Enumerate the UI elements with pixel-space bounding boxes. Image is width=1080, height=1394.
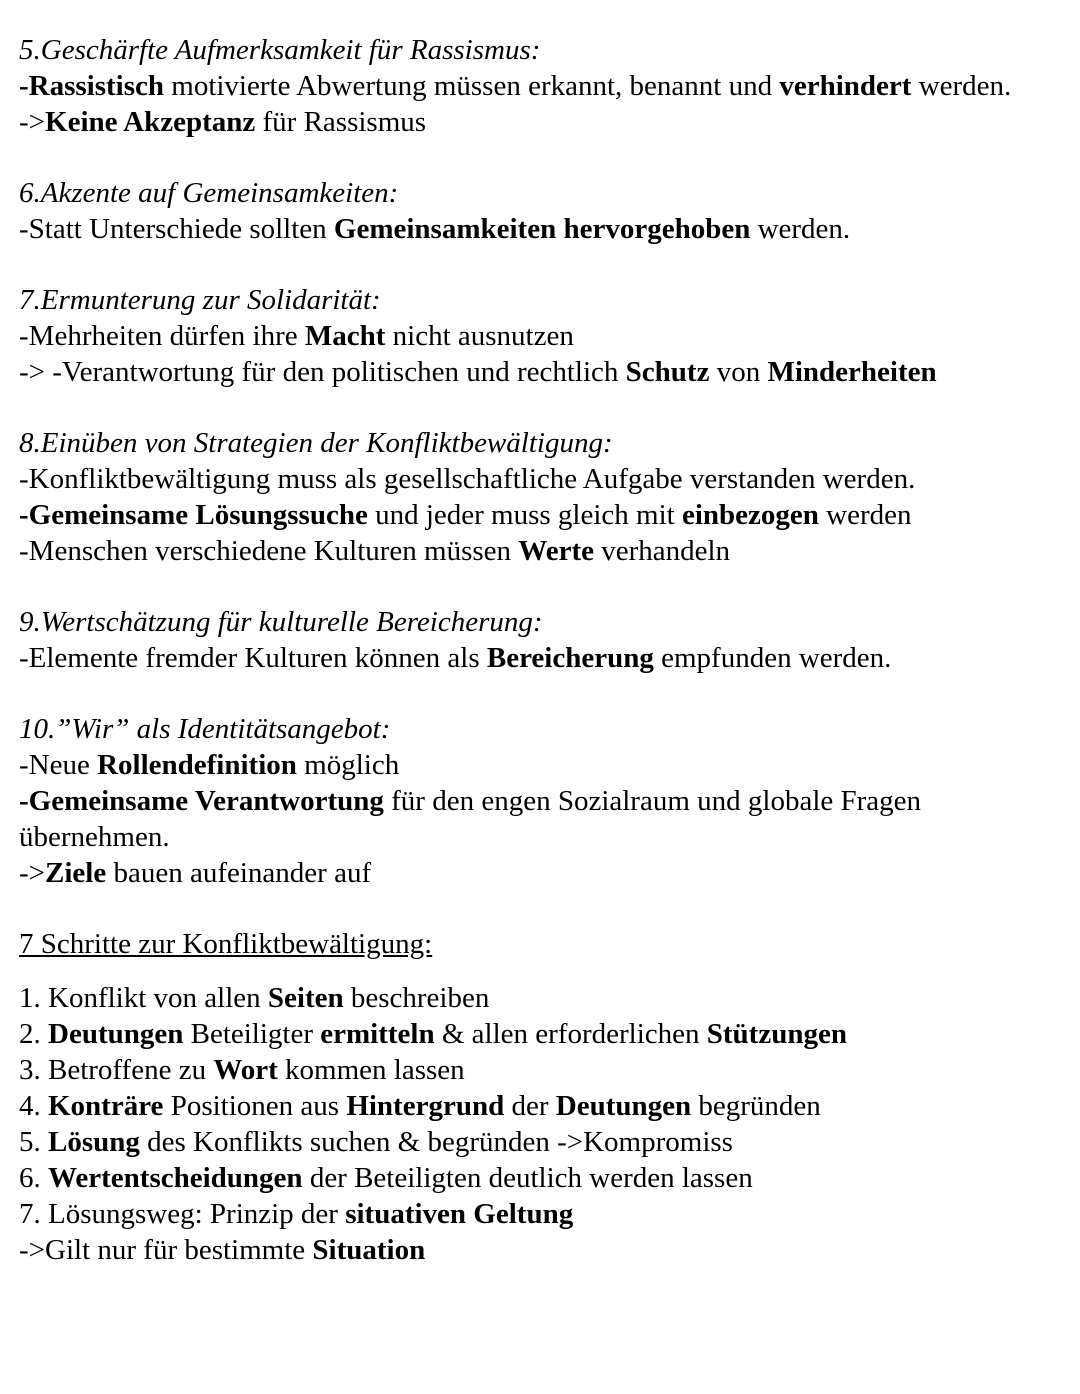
text-run: -> xyxy=(19,857,46,889)
section-9 xyxy=(19,604,1064,676)
bold-term: verhindert xyxy=(779,70,912,102)
text-run: 1. Konflikt von allen xyxy=(19,982,268,1014)
step-item xyxy=(19,1196,1064,1232)
text-run: 5. xyxy=(19,1126,48,1158)
step-item xyxy=(19,1088,1064,1124)
text-run: -> xyxy=(19,106,46,138)
bold-term: Konträre xyxy=(48,1090,164,1122)
bold-term: ermitteln xyxy=(320,1018,435,1050)
bold-term: Gemeinsamkeiten hervorgehoben xyxy=(333,213,751,245)
section-heading: 5.Geschärfte Aufmerksamkeit für Rassismus: xyxy=(19,34,541,66)
bold-term: -Rassistisch xyxy=(19,70,165,102)
text-run: bauen aufeinander auf xyxy=(106,857,372,889)
steps-section xyxy=(19,926,1064,1268)
text-run: für den engen Sozialraum und globale Fragen übernehmen. xyxy=(19,785,922,853)
text-run: beschreiben xyxy=(343,982,490,1014)
text-run: & allen erforderlichen xyxy=(434,1018,707,1050)
step-item xyxy=(19,1124,1064,1160)
steps-heading: 7 Schritte zur Konfliktbewältigung: xyxy=(19,928,433,960)
section-7 xyxy=(19,282,1064,390)
text-line xyxy=(19,68,1064,104)
text-line xyxy=(19,211,1064,247)
bold-term: Wort xyxy=(213,1054,278,1086)
text-run: der Beteiligten deutlich werden lassen xyxy=(302,1162,753,1194)
section-heading: 8.Einüben von Strategien der Konfliktbewältigung: xyxy=(19,427,613,459)
bold-term: situativen Geltung xyxy=(345,1198,574,1230)
text-run: von xyxy=(709,356,768,388)
text-line xyxy=(19,497,1064,533)
text-line xyxy=(19,747,1064,783)
text-run: ->Gilt nur für bestimmte xyxy=(19,1234,313,1266)
section-heading: 7.Ermunterung zur Solidarität: xyxy=(19,284,381,316)
text-run: verhandeln xyxy=(593,535,731,567)
text-run: des Konflikts suchen & begründen ->Kompromiss xyxy=(139,1126,733,1158)
text-run: 2. xyxy=(19,1018,48,1050)
text-run: möglich xyxy=(296,749,400,781)
text-line xyxy=(19,855,1064,891)
text-run: und jeder muss gleich mit xyxy=(367,499,682,531)
text-run: 4. xyxy=(19,1090,48,1122)
text-run: 7. Lösungsweg: Prinzip der xyxy=(19,1198,346,1230)
document-page xyxy=(19,32,1064,1303)
text-line xyxy=(19,533,1064,569)
text-run: motivierte Abwertung müssen erkannt, benannt und xyxy=(164,70,780,102)
text-run: werden. xyxy=(750,213,851,245)
text-run: 3. Betroffene zu xyxy=(19,1054,214,1086)
text-line xyxy=(19,354,1064,390)
bold-term: Schutz xyxy=(625,356,710,388)
text-run: werden xyxy=(818,499,912,531)
text-run: -Menschen verschiedene Kulturen müssen xyxy=(19,535,519,567)
text-run: für Rassismus xyxy=(255,106,427,138)
section-heading: 9.Wertschätzung für kulturelle Bereicherung: xyxy=(19,606,543,638)
text-run: -> -Verantwortung für den politischen und rechtlich xyxy=(19,356,626,388)
text-run: -Mehrheiten dürfen ihre xyxy=(19,320,305,352)
bold-term: Lösung xyxy=(48,1126,140,1158)
bold-term: Wertentscheidungen xyxy=(48,1162,303,1194)
bold-term: Ziele xyxy=(45,857,107,889)
bold-term: Deutungen xyxy=(555,1090,692,1122)
bold-term: Deutungen xyxy=(48,1018,184,1050)
text-run: werden. xyxy=(911,70,1012,102)
bold-term: Stützungen xyxy=(706,1018,847,1050)
bold-term: Minderheiten xyxy=(767,356,937,388)
section-6 xyxy=(19,175,1064,247)
step-item xyxy=(19,980,1064,1016)
bold-term: Macht xyxy=(304,320,386,352)
text-line xyxy=(19,461,1064,497)
step-item xyxy=(19,1232,1064,1268)
text-line xyxy=(19,640,1064,676)
bold-term: Werte xyxy=(518,535,594,567)
text-run: begründen xyxy=(691,1090,821,1122)
text-run: der xyxy=(504,1090,556,1122)
text-run: 6. xyxy=(19,1162,48,1194)
step-item xyxy=(19,1016,1064,1052)
section-10 xyxy=(19,711,1064,891)
text-run: -Elemente fremder Kulturen können als xyxy=(19,642,487,674)
text-run: empfunden werden. xyxy=(653,642,892,674)
step-item xyxy=(19,1052,1064,1088)
bold-term: Hintergrund xyxy=(346,1090,505,1122)
section-8 xyxy=(19,425,1064,569)
text-line xyxy=(19,783,1064,855)
bold-term: Keine Akzeptanz xyxy=(45,106,256,138)
section-heading: 6.Akzente auf Gemeinsamkeiten: xyxy=(19,177,399,209)
bold-term: einbezogen xyxy=(681,499,819,531)
text-run: Beteiligter xyxy=(183,1018,321,1050)
bold-term: Seiten xyxy=(267,982,344,1014)
text-run: -Neue xyxy=(19,749,98,781)
step-item xyxy=(19,1160,1064,1196)
text-line xyxy=(19,318,1064,354)
bold-term: -Gemeinsame Verantwortung xyxy=(19,785,384,817)
bold-term: Rollendefinition xyxy=(97,749,297,781)
text-run: Positionen aus xyxy=(163,1090,347,1122)
bold-term: Bereicherung xyxy=(486,642,654,674)
text-run: nicht ausnutzen xyxy=(385,320,574,352)
text-run: kommen lassen xyxy=(277,1054,465,1086)
bold-term: Situation xyxy=(312,1234,426,1266)
section-heading: 10.”Wir” als Identitätsangebot: xyxy=(19,713,391,745)
bold-term: -Gemeinsame Lösungssuche xyxy=(19,499,368,531)
text-run: -Statt Unterschiede sollten xyxy=(19,213,334,245)
text-run: -Konfliktbewältigung muss als gesellschaftliche Aufgabe verstanden werden. xyxy=(19,463,916,495)
section-5 xyxy=(19,32,1064,140)
text-line xyxy=(19,104,1064,140)
